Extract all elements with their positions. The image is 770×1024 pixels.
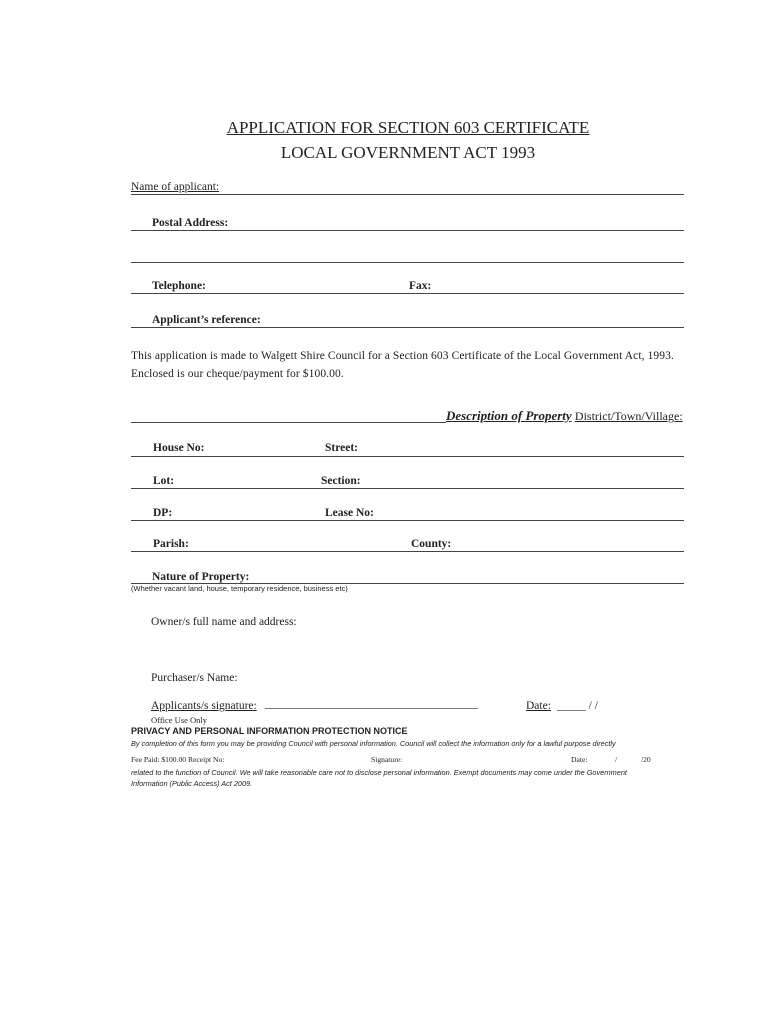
district-field[interactable] <box>131 422 446 423</box>
date-field[interactable]: _____ / / <box>557 700 598 712</box>
privacy-heading: PRIVACY AND PERSONAL INFORMATION PROTECTION NOTICE <box>131 726 408 736</box>
privacy-text-line-1: By completion of this form you may be providing Council with personal information. Council will collect the information only for a lawful purpose directly <box>131 739 616 748</box>
form-title: APPLICATION FOR SECTION 603 CERTIFICATE <box>226 118 590 137</box>
form-subtitle: LOCAL GOVERNMENT ACT 1993 <box>280 143 536 162</box>
privacy-text-line-2: related to the function of Council. We will take reasonable care not to disclose personal information. Exempt documents may come under the Government <box>131 768 627 777</box>
office-date-year: /20 <box>641 755 651 764</box>
fee-paid-label: Fee Paid: $100.00 Receipt No: <box>131 755 225 764</box>
owner-label: Owner/s full name and address: <box>151 616 297 628</box>
lot-label: Lot: <box>153 475 175 487</box>
lease-no-label: Lease No: <box>325 507 374 519</box>
nature-label: Nature of Property: <box>152 571 250 583</box>
telephone-fax-field[interactable] <box>131 293 684 294</box>
signature-label: Applicants/s signature: <box>151 700 257 712</box>
description-label: Description of Property <box>446 408 572 423</box>
section-label: Section: <box>321 475 361 487</box>
office-signature-label: Signature: <box>371 755 403 764</box>
house-street-field[interactable] <box>131 456 684 457</box>
name-field[interactable] <box>131 194 684 195</box>
postal-address-field-2[interactable] <box>131 262 684 263</box>
postal-address-field[interactable] <box>131 230 684 231</box>
dp-label: DP: <box>153 507 173 519</box>
lot-section-field[interactable] <box>131 488 684 489</box>
postal-address-label: Postal Address: <box>152 217 229 229</box>
district-label: District/Town/Village: <box>574 409 683 423</box>
name-label: Name of applicant: <box>131 181 220 193</box>
county-label: County: <box>411 538 452 550</box>
parish-county-field[interactable] <box>131 551 684 552</box>
office-date-label: Date: <box>571 755 588 764</box>
nature-hint: (Whether vacant land, house, temporary residence, business etc) <box>131 584 348 593</box>
reference-field[interactable] <box>131 327 684 328</box>
date-label: Date: <box>526 700 551 712</box>
signature-field[interactable]: _______________________________________ <box>265 698 478 710</box>
house-no-label: House No: <box>153 442 205 454</box>
telephone-label: Telephone: <box>152 280 206 292</box>
description-heading <box>446 408 683 424</box>
fax-label: Fax: <box>409 280 432 292</box>
street-label: Street: <box>325 442 358 454</box>
office-date-slash: / <box>615 755 618 764</box>
dp-lease-field[interactable] <box>131 520 684 521</box>
parish-label: Parish: <box>153 538 189 550</box>
reference-label: Applicant’s reference: <box>152 314 261 326</box>
purchaser-label: Purchaser/s Name: <box>151 672 238 684</box>
application-statement: This application is made to Walgett Shire Council for a Section 603 Certificate of the Local Government Act, 1993. Enclosed is our cheque/payment for $100.00. <box>131 350 674 380</box>
privacy-text-line-3: Information (Public Access) Act 2009. <box>131 779 253 788</box>
office-use-label: Office Use Only <box>151 715 208 725</box>
